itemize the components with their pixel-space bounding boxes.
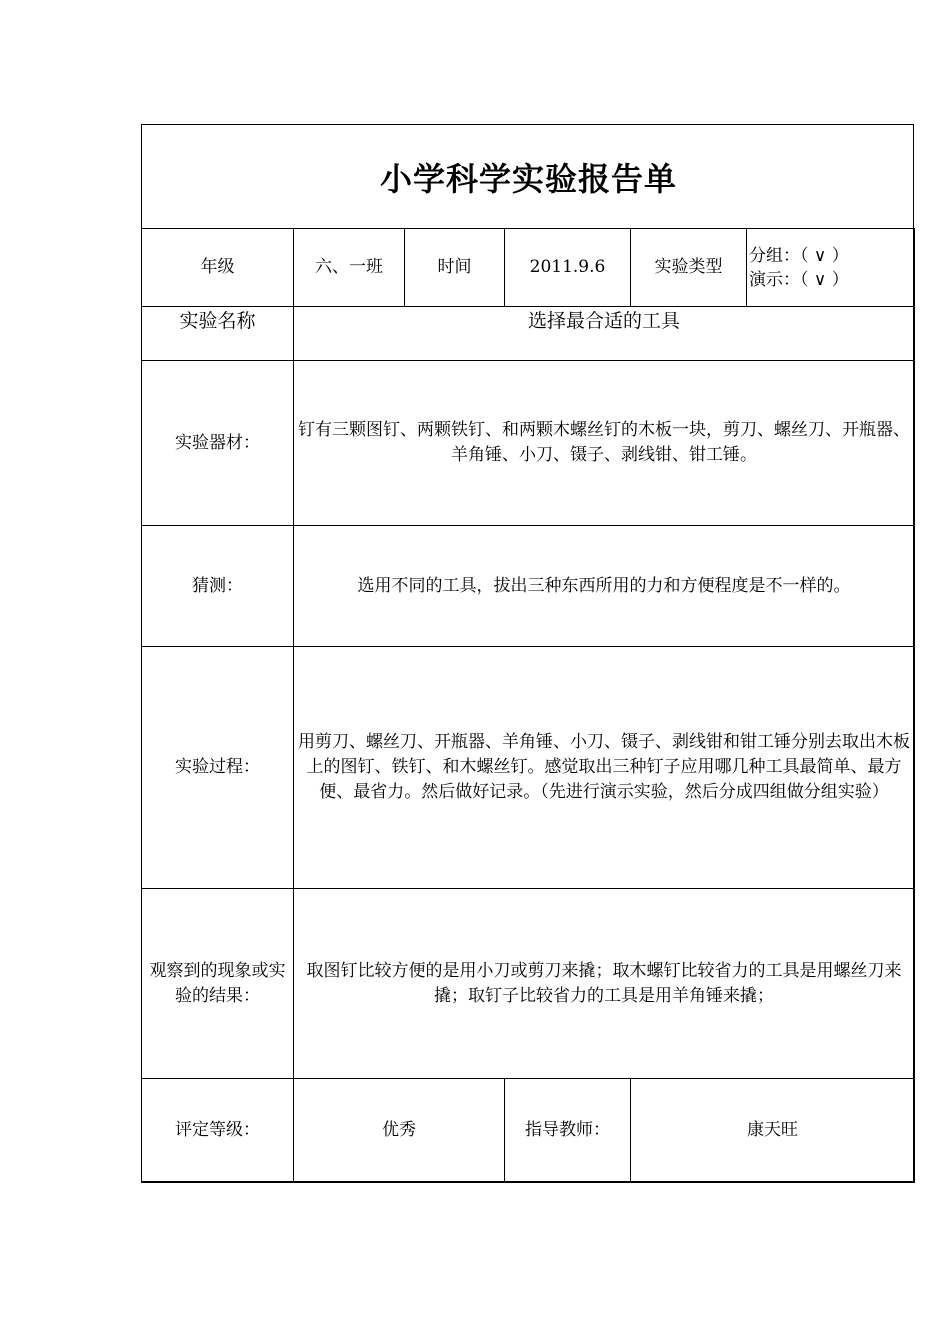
hypothesis-label: 猜测： <box>142 526 294 647</box>
row-experiment-name <box>142 307 915 361</box>
row-rating <box>142 1079 915 1183</box>
materials-value: 钉有三颗图钉、两颗铁钉、和两颗木螺丝钉的木板一块，剪刀、螺丝刀、开瓶器、羊角锤、小刀、镊子、剥线钳、钳工锤。 <box>294 361 915 526</box>
grade-value: 六、一班 <box>294 229 405 307</box>
row-materials <box>142 361 915 526</box>
grade-label: 年级 <box>142 229 294 307</box>
observation-value: 取图钉比较方便的是用小刀或剪刀来撬；取木螺钉比较省力的工具是用螺丝刀来撬；取钉子比较省力的工具是用羊角锤来撬； <box>294 889 915 1079</box>
time-value: 2011.9.6 <box>505 229 631 307</box>
row-hypothesis <box>142 526 915 647</box>
teacher-label: 指导教师： <box>505 1079 631 1183</box>
experiment-name-value: 选择最合适的工具 <box>294 307 915 361</box>
time-label: 时间 <box>405 229 505 307</box>
rating-value: 优秀 <box>294 1079 505 1183</box>
teacher-value: 康天旺 <box>631 1079 915 1183</box>
observation-label: 观察到的现象或实验的结果： <box>142 889 294 1079</box>
experiment-type-demo: 演示：（ ∨ ） <box>749 269 849 290</box>
rating-label: 评定等级： <box>142 1079 294 1183</box>
page-title: 小学科学实验报告单 <box>142 125 915 229</box>
lab-report-form <box>141 124 914 1182</box>
materials-label: 实验器材： <box>142 361 294 526</box>
experiment-type-label: 实验类型 <box>631 229 747 307</box>
hypothesis-value: 选用不同的工具，拔出三种东西所用的力和方便程度是不一样的。 <box>294 526 915 647</box>
row-meta <box>142 229 915 307</box>
experiment-type-group: 分组：（ ∨ ） <box>749 245 849 266</box>
procedure-label: 实验过程： <box>142 647 294 889</box>
row-procedure <box>142 647 915 889</box>
row-observation <box>142 889 915 1079</box>
experiment-name-label: 实验名称 <box>142 307 294 361</box>
procedure-value: 用剪刀、螺丝刀、开瓶器、羊角锤、小刀、镊子、剥线钳和钳工锤分别去取出木板上的图钉、铁钉、和木螺丝钉。感觉取出三种钉子应用哪几种工具最简单、最方便、最省力。然后做好记录。（先进行演示实验，然后分成四组做分组实验） <box>294 647 915 889</box>
report-table <box>141 228 915 1183</box>
experiment-type-value <box>747 229 915 307</box>
